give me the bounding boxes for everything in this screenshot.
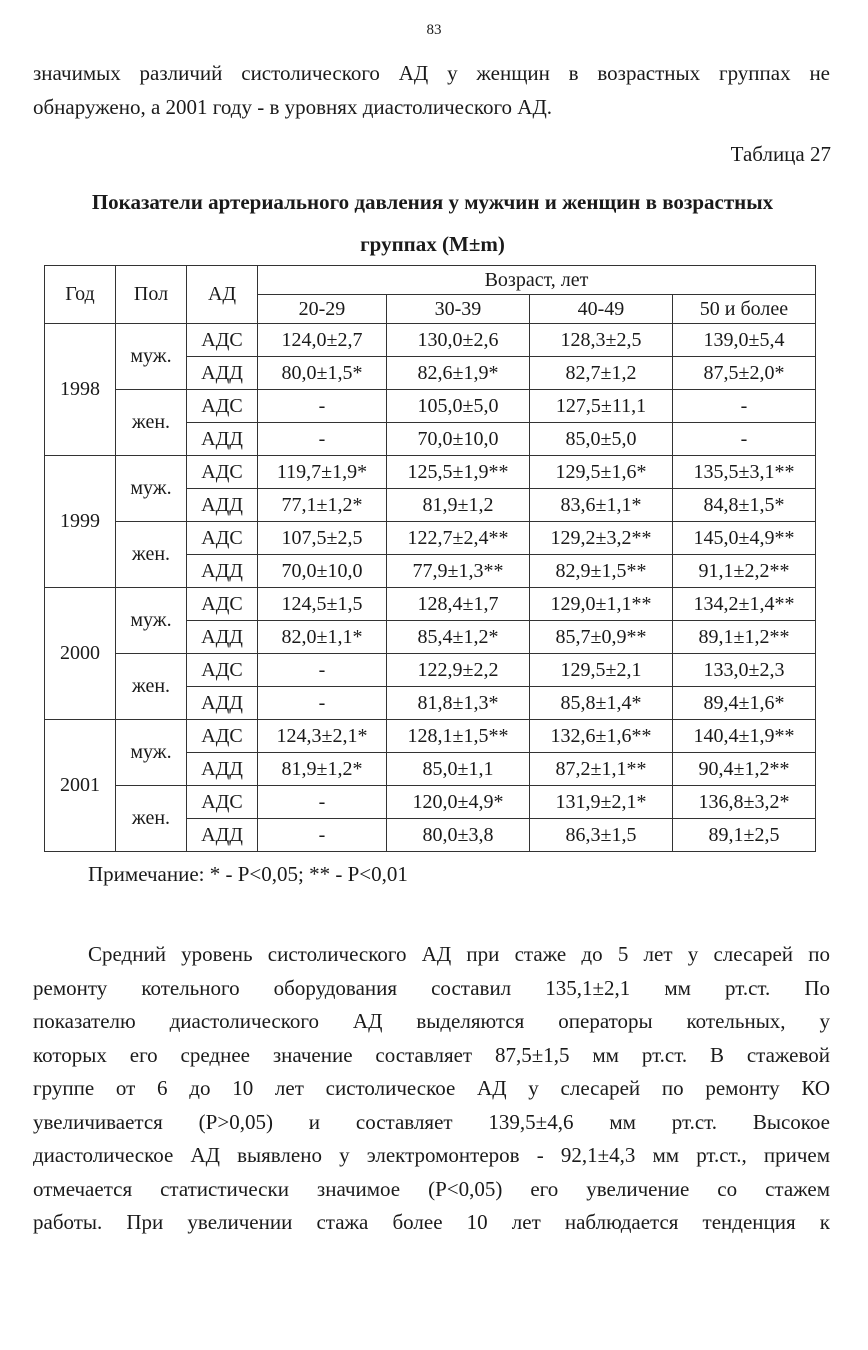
table-row	[45, 456, 816, 489]
value-cell: -	[258, 654, 387, 687]
table-row	[45, 324, 816, 357]
year-cell: 2001	[45, 720, 116, 852]
value-cell: 134,2±1,4**	[672, 588, 815, 621]
intro-line: значимых различий систолического АД у женщин в возрастных группах не	[33, 61, 830, 85]
value-cell: 82,6±1,9*	[386, 357, 529, 390]
value-cell: 129,5±2,1	[529, 654, 672, 687]
value-cell: 124,0±2,7	[258, 324, 387, 357]
value-cell: 70,0±10,0	[258, 555, 387, 588]
value-cell: 89,4±1,6*	[672, 687, 815, 720]
value-cell: 82,0±1,1*	[258, 621, 387, 654]
value-cell: 129,0±1,1**	[529, 588, 672, 621]
ad-type-cell: АДС	[187, 456, 258, 489]
body-line: отмечается статистически значимое (P<0,05) его увеличение со стажем	[33, 1176, 830, 1201]
ad-type-cell: АДД	[187, 687, 258, 720]
value-cell: 85,4±1,2*	[386, 621, 529, 654]
table-note: Примечание: * - P<0,05; ** - P<0,01	[88, 862, 408, 886]
header-age-group: 30-39	[386, 295, 529, 324]
value-cell: -	[258, 423, 387, 456]
sex-cell: жен.	[116, 522, 187, 588]
ad-type-cell: АДД	[187, 555, 258, 588]
header-sex: Пол	[116, 266, 187, 324]
value-cell: 131,9±2,1*	[529, 786, 672, 819]
value-cell: 133,0±2,3	[672, 654, 815, 687]
table-row	[45, 720, 816, 753]
ad-type-cell: АДД	[187, 753, 258, 786]
value-cell: 136,8±3,2*	[672, 786, 815, 819]
intro-paragraph	[33, 57, 830, 124]
value-cell: -	[258, 786, 387, 819]
value-cell: 107,5±2,5	[258, 522, 387, 555]
value-cell: 87,5±2,0*	[672, 357, 815, 390]
value-cell: 105,0±5,0	[386, 390, 529, 423]
ad-type-cell: АДД	[187, 357, 258, 390]
intro-line: обнаружено, а 2001 году - в уровнях диастолического АД.	[33, 94, 553, 119]
value-cell: 81,8±1,3*	[386, 687, 529, 720]
ad-type-cell: АДД	[187, 423, 258, 456]
value-cell: 128,1±1,5**	[386, 720, 529, 753]
value-cell: 85,8±1,4*	[529, 687, 672, 720]
value-cell: 81,9±1,2	[386, 489, 529, 522]
sex-cell: жен.	[116, 654, 187, 720]
body-line: работы. При увеличении стажа более 10 лет наблюдается тенденция к	[33, 1210, 830, 1234]
value-cell: 128,3±2,5	[529, 324, 672, 357]
header-age-group: 40-49	[529, 295, 672, 324]
body-line: которых его среднее значение составляет 87,5±1,5 мм рт.ст. В стажевой	[33, 1042, 830, 1067]
body-line: группе от 6 до 10 лет систолическое АД у слесарей по ремонту КО	[33, 1076, 830, 1100]
ad-type-cell: АДД	[187, 621, 258, 654]
sex-cell: жен.	[116, 390, 187, 456]
blood-pressure-table	[44, 265, 816, 852]
table-row	[45, 522, 816, 555]
year-cell: 1998	[45, 324, 116, 456]
table-row	[45, 588, 816, 621]
value-cell: 84,8±1,5*	[672, 489, 815, 522]
body-line: увеличивается (P>0,05) и составляет 139,5±4,6 мм рт.ст. Высокое	[33, 1109, 830, 1134]
value-cell: 132,6±1,6**	[529, 720, 672, 753]
header-year: Год	[45, 266, 116, 324]
ad-type-cell: АДС	[187, 324, 258, 357]
header-age-group: 50 и более	[672, 295, 815, 324]
value-cell: 91,1±2,2**	[672, 555, 815, 588]
sex-cell: муж.	[116, 588, 187, 654]
value-cell: 130,0±2,6	[386, 324, 529, 357]
body-line: диастолическое АД выявлено у электромонтеров - 92,1±4,3 мм рт.ст., причем	[33, 1143, 830, 1167]
page-number: 83	[426, 22, 442, 38]
ad-type-cell: АДС	[187, 390, 258, 423]
value-cell: 125,5±1,9**	[386, 456, 529, 489]
ad-type-cell: АДС	[187, 654, 258, 687]
value-cell: 85,7±0,9**	[529, 621, 672, 654]
value-cell: 90,4±1,2**	[672, 753, 815, 786]
value-cell: 77,1±1,2*	[258, 489, 387, 522]
value-cell: 82,7±1,2	[529, 357, 672, 390]
value-cell: 80,0±3,8	[386, 819, 529, 852]
ad-type-cell: АДС	[187, 720, 258, 753]
table-title-line: Показатели артериального давления у мужчин и женщин в возрастных	[91, 190, 774, 214]
value-cell: -	[672, 390, 815, 423]
value-cell: 145,0±4,9**	[672, 522, 815, 555]
value-cell: 87,2±1,1**	[529, 753, 672, 786]
value-cell: -	[258, 390, 387, 423]
value-cell: 81,9±1,2*	[258, 753, 387, 786]
body-line: показателю диастолического АД выделяются операторы котельных, у	[33, 1009, 830, 1033]
ad-type-cell: АДС	[187, 786, 258, 819]
header-age-group: 20-29	[258, 295, 387, 324]
value-cell: 139,0±5,4	[672, 324, 815, 357]
sex-cell: муж.	[116, 720, 187, 786]
sex-cell: жен.	[116, 786, 187, 852]
value-cell: 122,9±2,2	[386, 654, 529, 687]
year-cell: 1999	[45, 456, 116, 588]
ad-type-cell: АДД	[187, 489, 258, 522]
value-cell: 85,0±1,1	[386, 753, 529, 786]
value-cell: 89,1±2,5	[672, 819, 815, 852]
table-label: Таблица 27	[730, 142, 831, 166]
header-ad: АД	[187, 266, 258, 324]
value-cell: 122,7±2,4**	[386, 522, 529, 555]
value-cell: 129,5±1,6*	[529, 456, 672, 489]
table-row	[45, 786, 816, 819]
table-row	[45, 390, 816, 423]
value-cell: 124,3±2,1*	[258, 720, 387, 753]
body-line: Средний уровень систолического АД при стаже до 5 лет у слесарей по	[88, 942, 830, 966]
value-cell: -	[258, 687, 387, 720]
sex-cell: муж.	[116, 324, 187, 390]
value-cell: 128,4±1,7	[386, 588, 529, 621]
value-cell: 86,3±1,5	[529, 819, 672, 852]
table-title-line: группах (M±m)	[360, 232, 505, 256]
ad-type-cell: АДС	[187, 588, 258, 621]
value-cell: 89,1±1,2**	[672, 621, 815, 654]
ad-type-cell: АДС	[187, 522, 258, 555]
value-cell: 120,0±4,9*	[386, 786, 529, 819]
value-cell: 80,0±1,5*	[258, 357, 387, 390]
table-row	[45, 654, 816, 687]
value-cell: 77,9±1,3**	[386, 555, 529, 588]
value-cell: 140,4±1,9**	[672, 720, 815, 753]
value-cell: 129,2±3,2**	[529, 522, 672, 555]
value-cell: -	[258, 819, 387, 852]
header-age: Возраст, лет	[258, 266, 816, 295]
value-cell: 135,5±3,1**	[672, 456, 815, 489]
value-cell: 124,5±1,5	[258, 588, 387, 621]
table-body	[45, 324, 816, 852]
body-paragraph	[33, 938, 830, 1240]
value-cell: -	[672, 423, 815, 456]
body-line: ремонту котельного оборудования составил 135,1±2,1 мм рт.ст. По	[33, 975, 830, 1000]
table-title	[30, 181, 835, 265]
ad-type-cell: АДД	[187, 819, 258, 852]
value-cell: 70,0±10,0	[386, 423, 529, 456]
sex-cell: муж.	[116, 456, 187, 522]
value-cell: 85,0±5,0	[529, 423, 672, 456]
value-cell: 83,6±1,1*	[529, 489, 672, 522]
value-cell: 119,7±1,9*	[258, 456, 387, 489]
value-cell: 82,9±1,5**	[529, 555, 672, 588]
value-cell: 127,5±11,1	[529, 390, 672, 423]
year-cell: 2000	[45, 588, 116, 720]
